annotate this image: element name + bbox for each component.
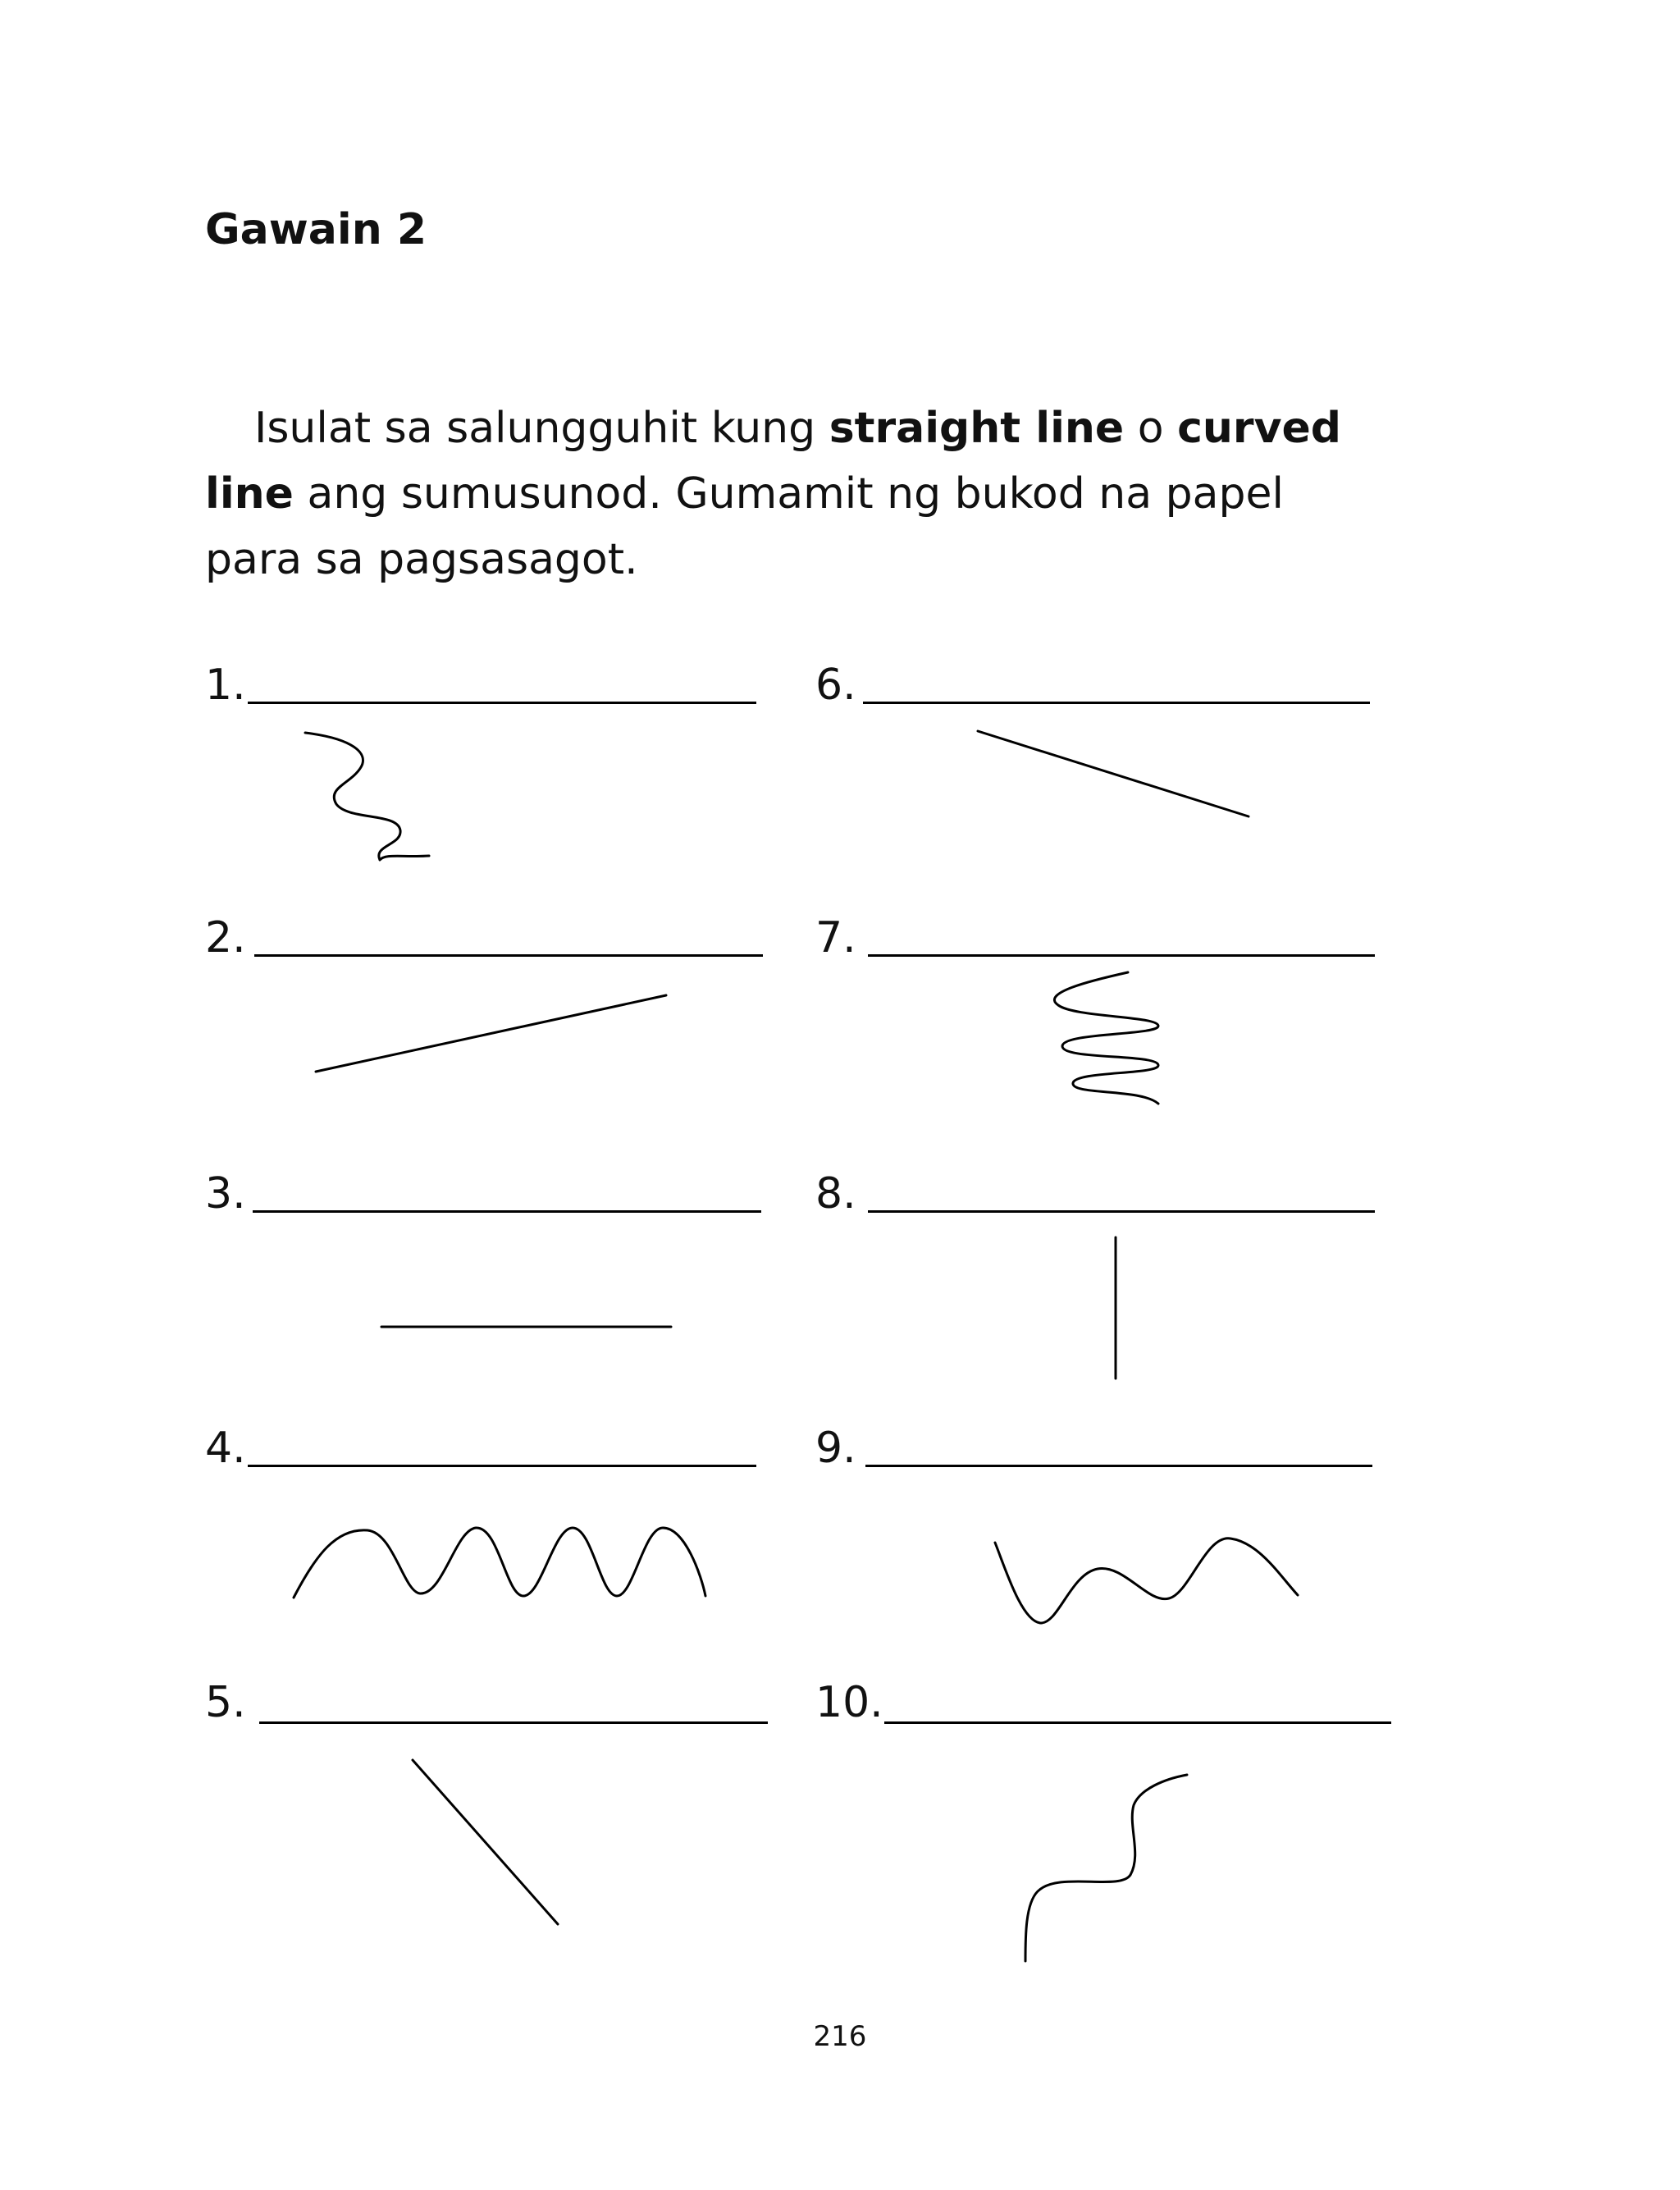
- page-title: Gawain 2: [205, 205, 427, 254]
- figure-1-curved: [305, 733, 429, 860]
- figure-10-curved: [1025, 1775, 1187, 1961]
- bold-straight-line: straight line: [829, 404, 1125, 453]
- figure-5-straight: [413, 1760, 558, 1924]
- item-number: 2.: [205, 913, 246, 962]
- item-number: 9.: [815, 1424, 856, 1473]
- item-number: 3.: [205, 1169, 246, 1218]
- figure-2-straight: [316, 995, 666, 1072]
- item-number: 5.: [205, 1678, 246, 1727]
- item-number: 8.: [815, 1169, 856, 1218]
- item-number: 10.: [815, 1678, 883, 1727]
- item-number: 7.: [815, 913, 856, 962]
- figure-9-curved: [995, 1538, 1298, 1623]
- bold-curved-line: curved line: [205, 404, 1341, 519]
- item-number: 6.: [815, 661, 856, 710]
- figure-4-curved: [294, 1528, 705, 1598]
- page-number: 216: [813, 2020, 867, 2053]
- figure-6-straight: [978, 731, 1249, 816]
- figure-7-curved: [1054, 972, 1158, 1104]
- instructions: Isulat sa salungguhit kung straight line o curved line ang sumusunod. Gumamit ng bukod na papel para sa pagsasagot.: [205, 404, 1341, 584]
- item-number: 4.: [205, 1424, 246, 1473]
- item-number: 1.: [205, 661, 246, 710]
